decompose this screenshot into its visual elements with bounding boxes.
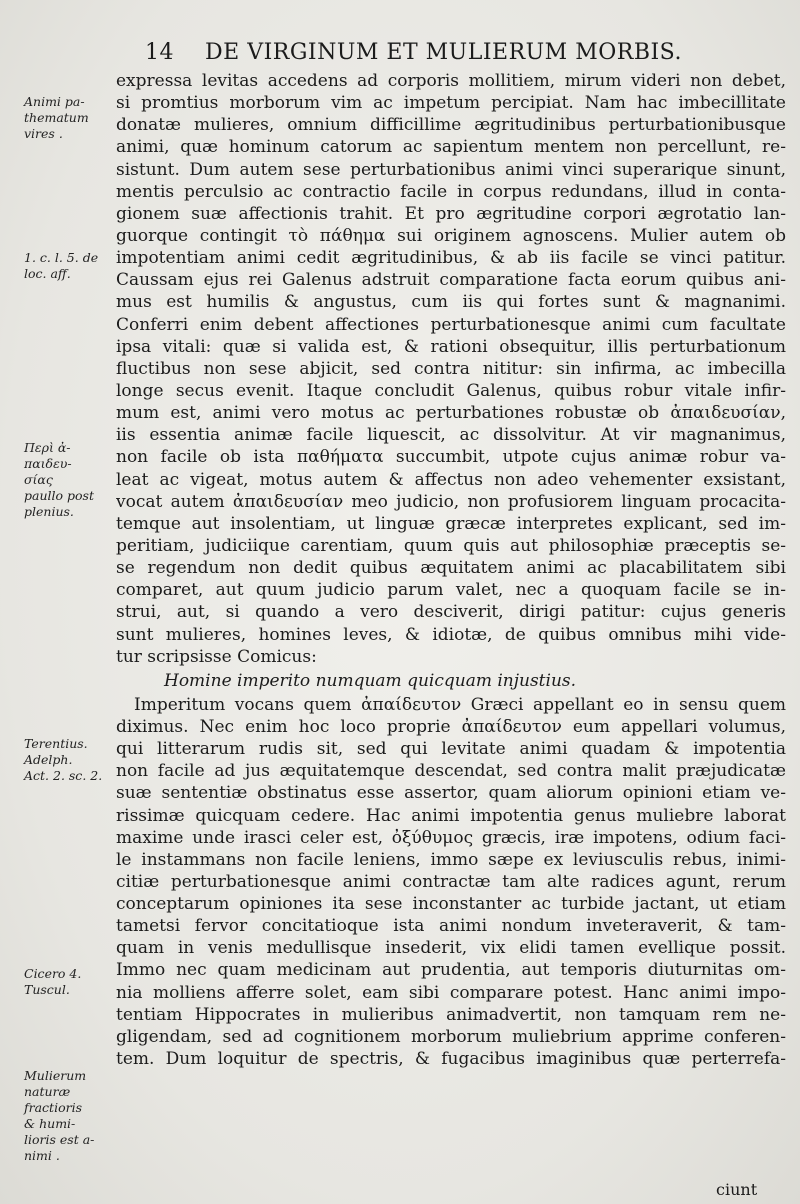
margin-note-line: loc. aff. [24,266,71,281]
text-line: nia molliens afferre solet, eam sibi comparare potest. Hanc animi impo- [116,982,786,1003]
text-line: Caussam ejus rei Galenus adstruit comparatione facta eorum quibus ani- [116,270,786,291]
margin-note-line: fractioris [24,1100,82,1115]
margin-note-line: σίας [24,472,53,487]
text-line: expressa levitas accedens ad corporis mollitiem, mirum videri non debet, [116,71,786,91]
text-line: donatæ mulieres, omnium difficillime ægritudinibus perturbationibusque [116,115,786,136]
text-line: citiæ perturbationesque animi contractæ tam alte radices agunt, rerum [116,871,786,892]
text-line: suæ sententiæ obstinatus esse assertor, quam aliorum opinioni etiam ve- [116,783,786,804]
text-line: tur scripsisse Comicus: [116,646,317,667]
text-line: mus est humilis & angustus, cum iis qui fortes sunt & magnanimi. [116,292,786,313]
text-line: Immo nec quam medicinam aut prudentia, aut temporis diuturnitas om- [116,960,786,981]
text-line: leat ac vigeat, motus autem & affectus non adeo vehementer exsistant, [116,469,786,490]
catchword: ciunt [716,1180,758,1199]
text-line: non facile ob ista παθήματα succumbit, utpote cujus animæ robur va- [116,447,786,468]
text-line: peritiam, judiciique carentiam, quum quis aut philosophiæ præceptis se- [116,535,786,556]
margin-note-line: Mulierum [24,1068,87,1083]
text-line: si promtius morborum vim ac impetum percipiat. Nam hac imbecillitate [116,93,786,114]
margin-note-line: naturæ [24,1084,71,1099]
margin-note-line: Cicero 4. [24,966,82,981]
text-line: conceptarum opiniones ita sese inconstanter ac turbide jactant, ut etiam [116,894,786,915]
text-line: strui, aut, si quando a vero desciverit, dirigi patitur: cujus generis [116,602,786,623]
margin-note-terentius [24,736,116,784]
text-line: vocat autem ἀπαιδευσίαν meo judicio, non profusiorem linguam procacita- [116,491,786,512]
margin-note-cicero [24,966,116,998]
text-line: Conferri enim debent affectiones perturbationesque animi cum facultate [116,314,786,335]
margin-note-line: vires . [24,126,63,141]
text-line: sistunt. Dum autem sese perturbationibus animi vinci superarique sinunt, [116,159,786,180]
margin-note-line: Tuscul. [24,982,70,997]
text-line: animi, quæ hominum catorum ac sapientum mentem non percellunt, re- [116,137,786,158]
margin-note-animi-pathematum [24,94,116,142]
margin-note-line: paullo post [24,488,94,503]
text-line: quam in venis medullisque insederit, vix elidi tamen evellique possit. [116,938,786,959]
margin-note-line: lioris est a- [24,1132,95,1147]
margin-note-line: Adelph. [24,752,73,767]
text-line: qui litterarum rudis sit, sed qui levitate animi quadam & impotentia [116,739,786,760]
text-line: guorque contingit τὸ πάθημα sui originem agnoscens. Mulier autem ob [116,225,786,246]
text-line: diximus. Nec enim hoc loco proprie ἀπαίδευτον eum appellari volumus, [116,716,786,737]
text-line: impotentiam animi cedit ægritudinibus, & ab iis facile se vinci patitur. [116,248,786,269]
text-line: longe secus evenit. Itaque concludit Galenus, quibus robur vitale infir- [116,380,786,401]
margin-note-line: nimi . [24,1148,60,1163]
text-line: le instammans non facile leniens, immo sæpe ex leviusculis rebus, inimi- [116,849,786,870]
text-line: gionem suæ affectionis trahit. Et pro ægritudine corpori ægrotatio lan- [116,203,786,224]
text-line: se regendum non dedit quibus æquitatem animi ac placabilitatem sibi [116,558,786,579]
page-number: 14 [145,40,174,65]
running-head: DE VIRGINUM ET MULIERUM MORBIS. [205,40,682,65]
margin-note-line: plenius. [24,504,74,519]
text-line: temque aut insolentiam, ut linguæ græcæ interpretes explicant, sed im- [116,513,786,534]
text-line: tentiam Hippocrates in mulieribus animadvertit, non tamquam rem ne- [116,1004,786,1025]
text-line: sunt mulieres, homines leves, & idiotæ, de quibus omnibus mihi vide- [116,624,786,645]
text-line: gligendam, sed ad cognitionem morborum muliebrium apprime conferen- [116,1026,786,1047]
text-line: fluctibus non sese abjicit, sed contra nititur: sin infirma, ac imbecilla [116,358,786,379]
text-line: rissimæ quicquam cedere. Hac animi impotentia genus muliebre laborat [116,805,786,826]
margin-note-line: thematum [24,110,89,125]
margin-note-line: Animi pa- [24,94,85,109]
text-line: non facile ad jus æquitatemque descendat, sed contra malit præjudicatæ [116,761,786,782]
margin-note-line: Act. 2. sc. 2. [24,768,103,783]
text-line: iis essentia animæ facile liquescit, ac dissolvitur. At vir magnanimus, [116,425,786,446]
margin-note-line: παιδευ- [24,456,72,471]
margin-note-line: 1. c. l. 5. de [24,250,99,265]
page-header [145,40,682,72]
margin-note-line: & humi- [24,1116,76,1131]
text-line: mentis perculsio ac contractio facile in corpus redundans, illud in conta- [116,181,786,202]
text-line: comparet, aut quum judicio parum valet, nec a quoquam facile se in- [116,580,786,601]
main-text [116,70,786,1070]
text-line: tametsi fervor concitatioque ista animi nondum inveteraverit, & tam- [116,916,786,937]
margin-note-apaideusia [24,440,116,520]
verse-quotation: Homine imperito numquam quicquam injustius. [164,670,577,691]
margin-note-mulierum-natura [24,1068,116,1164]
text-line: mum est, animi vero motus ac perturbationes robustæ ob ἀπαιδευσίαν, [116,403,786,424]
margin-note-galen-reference [24,250,116,282]
text-line: tem. Dum loquitur de spectris, & fugacibus imaginibus quæ perterrefa- [116,1049,786,1070]
text-line: ipsa vitali: quæ si valida est, & rationi obsequitur, illis perturbationum [116,336,786,357]
text-line: Imperitum vocans quem ἀπαίδευτον Græci appellant eo in sensu quem [134,694,786,715]
margin-note-line: Terentius. [24,736,88,751]
margin-note-line: Περὶ ἀ- [24,440,71,455]
text-line: maxime unde irasci celer est, ὀξύθυμος græcis, iræ impotens, odium faci- [116,827,786,848]
